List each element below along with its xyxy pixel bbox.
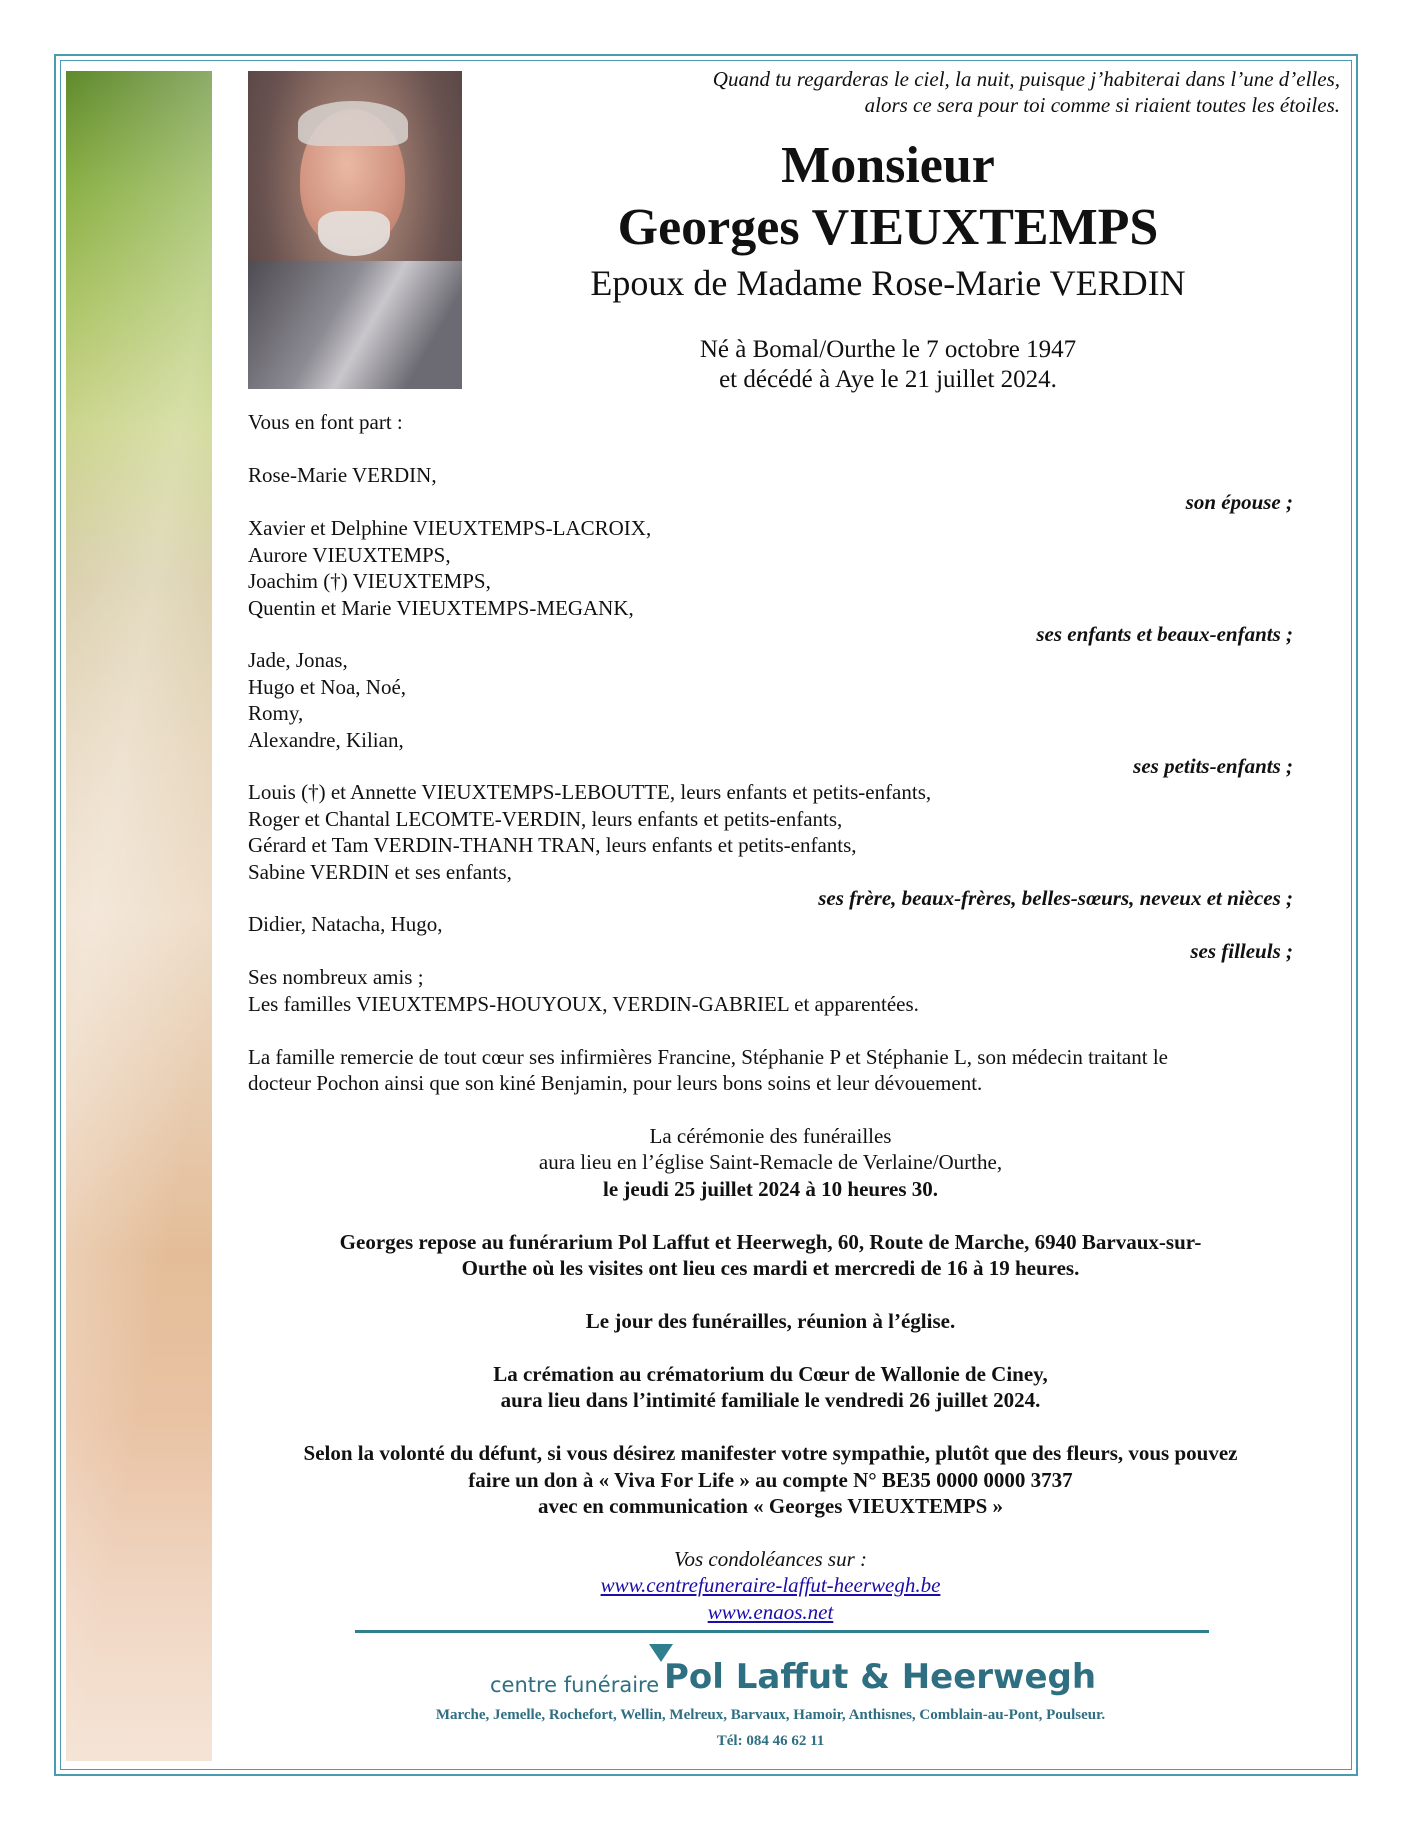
relation-children: ses enfants et beaux-enfants ; <box>1036 622 1293 646</box>
condolences-link-enaos[interactable]: www.enaos.net <box>707 1600 834 1624</box>
grandchild-item: Jade, Jonas, <box>248 648 348 672</box>
intro-text: Vous en font part : <box>248 410 403 434</box>
child-item: Aurore VIEUXTEMPS, <box>248 543 451 567</box>
families-line: Les familles VIEUXTEMPS-HOUYOUX, VERDIN-GABRIEL et apparentées. <box>248 992 919 1016</box>
child-item: Joachim (†) VIEUXTEMPS, <box>248 569 491 593</box>
logo-name: Pol Laffut & Heerwegh <box>664 1657 1097 1697</box>
donation-line-3: avec en communication « Georges VIEUXTEMPS » <box>537 1494 1004 1518</box>
death-line: et décédé à Aye le 21 juillet 2024. <box>719 366 1057 393</box>
cremation-line-2: aura lieu dans l’intimité familiale le vendredi 26 juillet 2024. <box>500 1388 1041 1412</box>
child-item: Xavier et Delphine VIEUXTEMPS-LACROIX, <box>248 516 652 540</box>
thanks-line-1: La famille remercie de tout cœur ses infirmières Francine, Stéphanie P et Stéphanie L, son médecin traitant le <box>248 1045 1168 1069</box>
forest-path-image <box>66 71 212 1761</box>
sibling-item: Louis (†) et Annette VIEUXTEMPS-LEBOUTTE, leurs enfants et petits-enfants, <box>248 780 932 804</box>
thanks-line-2: docteur Pochon ainsi que son kiné Benjamin, pour leurs bons soins et leur dévouement. <box>248 1071 983 1095</box>
quote-line-2: alors ce sera pour toi comme si riaient toutes les étoiles. <box>864 93 1340 117</box>
condolences-link-funeral-home[interactable]: www.centrefuneraire-laffut-heerwegh.be <box>600 1573 941 1597</box>
logo-prefix: centre funéraire <box>490 1673 660 1697</box>
quote-line-1: Quand tu regarderas le ciel, la nuit, puisque j’habiterai dans l’une d’elles, <box>712 67 1340 91</box>
footer-phone: Tél: 084 46 62 11 <box>716 1733 825 1749</box>
ceremony-line-1: La cérémonie des funérailles <box>649 1124 892 1148</box>
child-item: Quentin et Marie VIEUXTEMPS-MEGANK, <box>248 596 634 620</box>
donation-line-2: faire un don à « Viva For Life » au compte N° BE35 0000 0000 3737 <box>468 1468 1073 1492</box>
ceremony-date: le jeudi 25 juillet 2024 à 10 heures 30. <box>602 1177 938 1201</box>
relation-siblings: ses frère, beaux-frères, belles-sœurs, neveux et nièces ; <box>818 886 1293 910</box>
sibling-item: Roger et Chantal LECOMTE-VERDIN, leurs enfants et petits-enfants, <box>248 807 843 831</box>
deceased-name: Georges VIEUXTEMPS <box>617 199 1159 256</box>
sibling-item: Gérard et Tam VERDIN-THANH TRAN, leurs enfants et petits-enfants, <box>248 833 857 857</box>
godchildren-names: Didier, Natacha, Hugo, <box>248 912 443 936</box>
visit-line-2: Ourthe où les visites ont lieu ces mardi et mercredi de 16 à 19 heures. <box>461 1256 1080 1280</box>
spouse-name: Rose-Marie VERDIN, <box>248 463 437 487</box>
relation-godchildren: ses filleuls ; <box>1190 939 1293 963</box>
grandchild-item: Romy, <box>248 701 304 725</box>
spouse-line: Epoux de Madame Rose-Marie VERDIN <box>590 263 1186 303</box>
deceased-title: Monsieur <box>781 137 995 194</box>
footer-divider <box>355 1630 1209 1633</box>
ceremony-line-2: aura lieu en l’église Saint-Remacle de Verlaine/Ourthe, <box>538 1150 1003 1174</box>
grandchild-item: Hugo et Noa, Noé, <box>248 675 407 699</box>
condolences-label: Vos condoléances sur : <box>673 1547 868 1571</box>
visit-line-1: Georges repose au funérarium Pol Laffut et Heerwegh, 60, Route de Marche, 6940 Barvaux-sur- <box>339 1230 1202 1254</box>
friends-line: Ses nombreux amis ; <box>248 965 424 989</box>
donation-line-1: Selon la volonté du défunt, si vous désirez manifester votre sympathie, plutôt que des fleurs, vous pouvez <box>303 1441 1238 1465</box>
grandchild-item: Alexandre, Kilian, <box>248 728 404 752</box>
relation-spouse: son épouse ; <box>1185 490 1293 514</box>
cremation-line-1: La crémation au crématorium du Cœur de Wallonie de Ciney, <box>493 1362 1048 1386</box>
footer-towns: Marche, Jemelle, Rochefort, Wellin, Melreux, Barvaux, Hamoir, Anthisnes, Comblain-au-Pont, Poulseur. <box>435 1707 1106 1723</box>
portrait-photo <box>248 71 462 389</box>
sibling-item: Sabine VERDIN et ses enfants, <box>248 860 512 884</box>
relation-grandchildren: ses petits-enfants ; <box>1133 754 1293 778</box>
meeting-line: Le jour des funérailles, réunion à l’église. <box>585 1309 956 1333</box>
birth-line: Né à Bomal/Ourthe le 7 octobre 1947 <box>699 336 1077 363</box>
